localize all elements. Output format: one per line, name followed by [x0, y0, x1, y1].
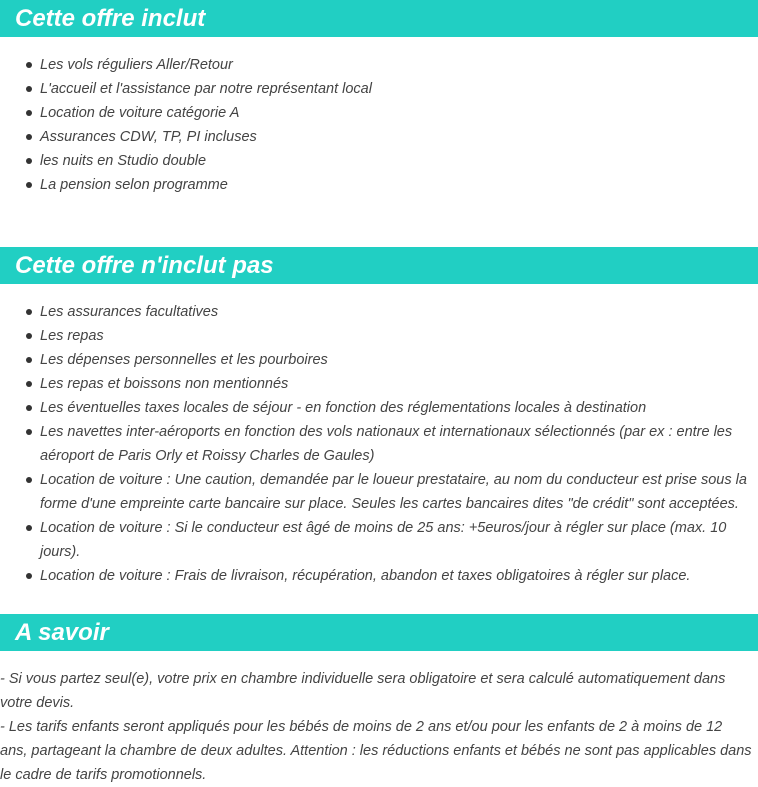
- info-note: - Si vous partez seul(e), votre prix en chambre individuelle sera obligatoire et sera calculé automatiquement dans votre devis.: [0, 671, 726, 711]
- list-item: Assurances CDW, TP, PI incluses: [0, 125, 758, 149]
- list-item: Location de voiture catégorie A: [0, 101, 758, 125]
- section-title-included: Cette offre inclut: [0, 0, 758, 37]
- list-item: Les éventuelles taxes locales de séjour - en fonction des réglementations locales à destination: [0, 396, 758, 420]
- section-title-excluded: Cette offre n'inclut pas: [0, 247, 758, 284]
- list-item: Les assurances facultatives: [0, 300, 758, 324]
- list-item: Les vols réguliers Aller/Retour: [0, 53, 758, 77]
- list-item: Location de voiture : Si le conducteur est âgé de moins de 25 ans: +5euros/jour à régler sur place (max. 10 jours).: [0, 516, 758, 564]
- excluded-list: [0, 300, 758, 588]
- info-notes: [0, 667, 758, 787]
- list-item: Les repas: [0, 324, 758, 348]
- list-item: les nuits en Studio double: [0, 149, 758, 173]
- list-item: L'accueil et l'assistance par notre représentant local: [0, 77, 758, 101]
- list-item: Location de voiture : Frais de livraison, récupération, abandon et taxes obligatoires à régler sur place.: [0, 564, 758, 588]
- list-item: Les dépenses personnelles et les pourboires: [0, 348, 758, 372]
- list-item: Location de voiture : Une caution, demandée par le loueur prestataire, au nom du conducteur est prise sous la forme d'une empreinte carte bancaire sur place. Seules les cartes bancaires dites "de crédit" sont acceptées.: [0, 468, 758, 516]
- list-item: Les navettes inter-aéroports en fonction des vols nationaux et internationaux sélectionnés (par ex : entre les aéroport de Paris Orly et Roissy Charles de Gaules): [0, 420, 758, 468]
- list-item: La pension selon programme: [0, 173, 758, 197]
- list-item: Les repas et boissons non mentionnés: [0, 372, 758, 396]
- included-list: [0, 53, 758, 197]
- info-note: - Les tarifs enfants seront appliqués pour les bébés de moins de 2 ans et/ou pour les enfants de 2 à moins de 12 ans, partageant la chambre de deux adultes. Attention : les réductions enfants et bébés ne sont pas applicables dans le cadre de tarifs promotionnels.: [0, 719, 752, 783]
- section-title-info: A savoir: [0, 614, 758, 651]
